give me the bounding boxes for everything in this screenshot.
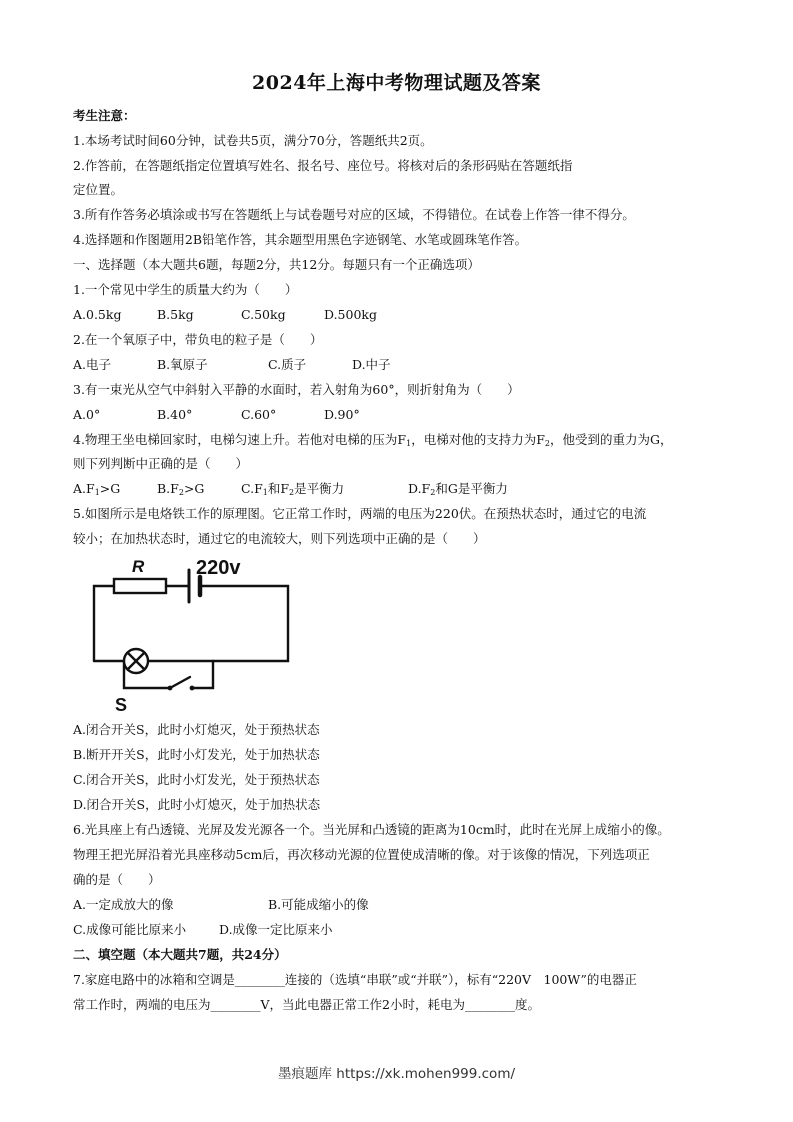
option-b: B.可能成缩小的像 [268, 897, 369, 912]
subscript: 1 [406, 439, 412, 448]
stem-part: ，他受到的重力为G， [549, 432, 673, 447]
question-6-stem-line3: 确的是（ ） [73, 872, 161, 887]
option-d [408, 481, 508, 501]
stem-part: ，电梯对他的支持力为F [411, 432, 545, 447]
notice-item: 3.所有作答务必填涂或书写在答题纸上与试卷题号对应的区域，不得错位。在试卷上作答一律不得分。 [73, 207, 635, 222]
option-a: A.一定成放大的像 [73, 897, 174, 912]
question-5-option-d: D.闭合开关S，此时小灯熄灭，处于加热状态 [73, 797, 321, 812]
option-c: C.60° [241, 407, 277, 422]
question-5-option-a: A.闭合开关S，此时小灯熄灭，处于预热状态 [73, 722, 320, 737]
footer-watermark: 墨痕题库 https://xk.mohen999.com/ [277, 1066, 516, 1082]
question-5-option-c: C.闭合开关S，此时小灯发光，处于预热状态 [73, 772, 320, 787]
stem-part: 4.物理王坐电梯回家时，电梯匀速上升。若他对电梯的压为F [73, 432, 407, 447]
question-1-stem: 1.一个常见中学生的质量大约为（ ） [73, 282, 298, 297]
option-a [73, 481, 120, 501]
option-text: A.F [73, 481, 95, 496]
question-3-stem: 3.有一束光从空气中斜射入平静的水面时，若入射角为60°，则折射角为（ ） [73, 382, 520, 397]
notice-item: 定位置。 [73, 182, 124, 197]
subscript: 1 [94, 488, 100, 497]
option-text: C.F [241, 481, 263, 496]
question-4-stem [73, 432, 733, 452]
option-b: B.氧原子 [157, 357, 208, 372]
subscript: 1 [262, 488, 268, 497]
option-text: D.F [408, 481, 431, 496]
notice-item: 2.作答前，在答题纸指定位置填写姓名、报名号、座位号。将核对后的条形码贴在答题纸指 [73, 158, 573, 173]
question-2-options [73, 357, 473, 373]
question-5-option-b: B.断开开关S，此时小灯发光，处于加热状态 [73, 747, 320, 762]
option-text: 是平衡力 [294, 481, 345, 496]
question-5-stem: 5.如图所示是电烙铁工作的原理图。它正常工作时，两端的电压为220伏。在预热状态时，通过它的电流 [73, 506, 647, 521]
page-title: 2024年上海中考物理试题及答案 [252, 72, 541, 94]
notice-item: 1.本场考试时间60分钟，试卷共5页，满分70分，答题纸共2页。 [73, 133, 433, 148]
subscript: 2 [289, 488, 295, 497]
wire [94, 586, 114, 661]
option-d: D.90° [324, 407, 360, 422]
option-text: 和G是平衡力 [435, 481, 508, 496]
option-text: >G [183, 481, 205, 496]
switch-contact [190, 686, 195, 691]
option-d: D.500kg [324, 307, 377, 322]
question-4-stem-line2: 则下列判断中正确的是（ ） [73, 456, 249, 471]
circuit-diagram [88, 553, 298, 713]
wire [192, 661, 213, 688]
notice-item: 4.选择题和作图题用2B铅笔作答，其余题型用黑色字迹钢笔、水笔或圆珠笔作答。 [73, 232, 528, 247]
subscript: 2 [178, 488, 184, 497]
option-a: A.电子 [73, 357, 112, 372]
question-6-stem-line2: 物理王把光屏沿着光具座移动5cm后，再次移动光源的位置使成清晰的像。对于该像的情况，下列选项正 [73, 847, 650, 862]
wire [94, 586, 288, 661]
option-c [241, 481, 344, 501]
option-d: D.成像一定比原来小 [219, 922, 333, 937]
resistor-symbol [114, 579, 166, 593]
question-5-stem-line2: 较小；在加热状态时，通过它的电流较大，则下列选项中正确的是（ ） [73, 531, 486, 546]
section2-heading: 二、填空题（本大题共7题，共24分） [73, 947, 287, 962]
voltage-label: 220v [196, 557, 241, 579]
option-c: C.成像可能比原来小 [73, 922, 187, 937]
question-6-stem: 6.光具座上有凸透镜、光屏及发光源各一个。当光屏和凸透镜的距离为10cm时，此时在光屏上成缩小的像。 [73, 822, 670, 837]
resistor-label: R [132, 557, 145, 576]
question-6-options-row2 [73, 922, 573, 938]
option-c: C.50kg [241, 307, 286, 322]
switch-contact [168, 686, 173, 691]
section1-heading: 一、选择题（本大题共6题，每题2分，共12分。每题只有一个正确选项） [73, 257, 480, 272]
switch-blade [170, 677, 190, 688]
question-3-options [73, 407, 473, 423]
option-b [157, 481, 204, 501]
question-2-stem: 2.在一个氧原子中，带负电的粒子是（ ） [73, 332, 323, 347]
option-d: D.中子 [352, 357, 391, 372]
option-text: 和F [267, 481, 290, 496]
option-b: B.40° [157, 407, 193, 422]
option-c: C.质子 [268, 357, 307, 372]
question-4-options [73, 481, 573, 497]
option-text: B.F [157, 481, 179, 496]
option-a: A.0.5kg [73, 307, 122, 322]
question-7-stem-line2: 常工作时，两端的电压为________V，当此电器正常工作2小时，耗电为________度。 [73, 997, 540, 1012]
question-6-options-row1 [73, 897, 573, 913]
subscript: 2 [430, 488, 436, 497]
subscript: 2 [544, 439, 550, 448]
option-text: >G [99, 481, 121, 496]
question-1-options [73, 307, 473, 323]
option-a: A.0° [73, 407, 101, 422]
notice-heading: 考生注意： [73, 108, 136, 123]
option-b: B.5kg [157, 307, 194, 322]
switch-label: S [115, 695, 128, 713]
question-7-stem: 7.家庭电路中的冰箱和空调是________连接的（选填“串联”或“并联”），标有“220V 100W”的电器正 [73, 972, 637, 987]
